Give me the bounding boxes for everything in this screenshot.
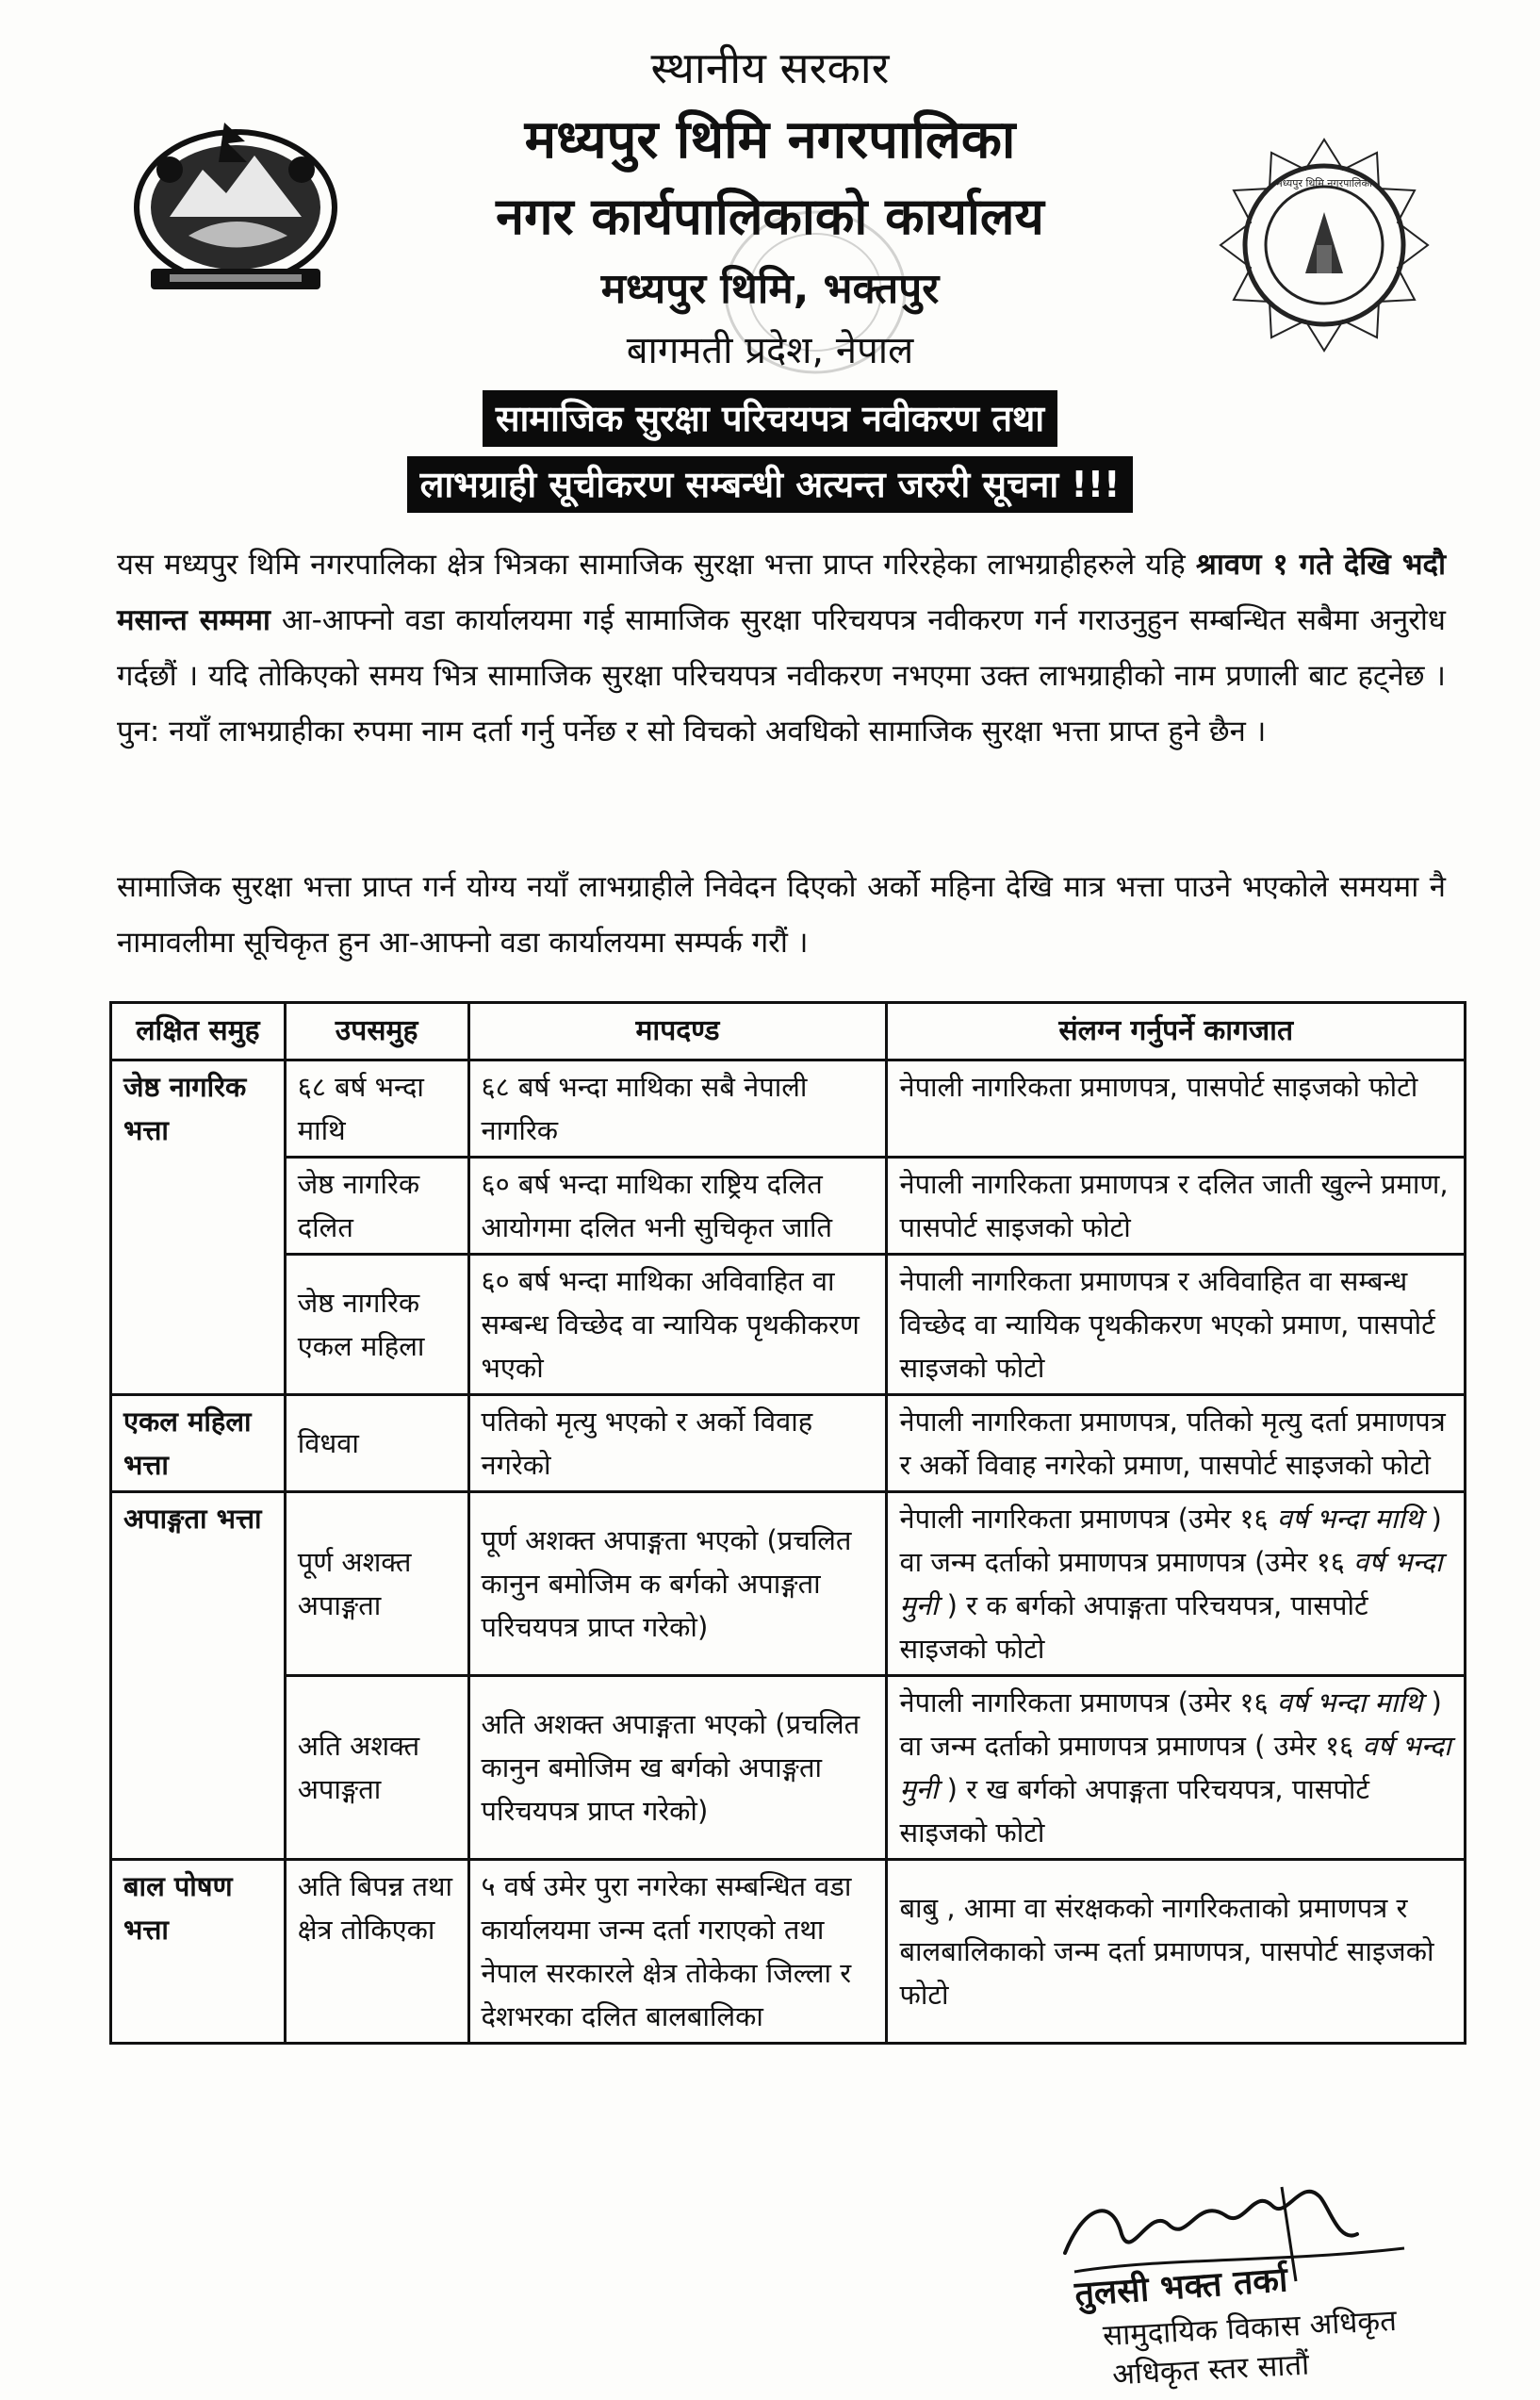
group-disability: अपाङ्गता भत्ता (111, 1492, 286, 1860)
documents-cell: नेपाली नागरिकता प्रमाणपत्र, पासपोर्ट साइजको फोटो (887, 1060, 1466, 1158)
notice-paragraph-2: सामाजिक सुरक्षा भत्ता प्राप्त गर्न योग्य नयाँ लाभग्राहीले निवेदन दिएको अर्को महिना देखि मात्र भत्ता पाउने भएकोले समयमा नै नामावलीमा सूचिकृत हुन आ-आफ्नो वडा कार्यालयमा सम्पर्क गरौं । (117, 870, 1446, 960)
group-single-woman: एकल महिला भत्ता (111, 1395, 286, 1492)
documents-cell: नेपाली नागरिकता प्रमाणपत्र र दलित जाती खुल्ने प्रमाण, पासपोर्ट साइजको फोटो (887, 1158, 1466, 1255)
table-row (111, 1860, 1466, 2044)
letterhead (0, 38, 1540, 374)
documents-cell: नेपाली नागरिकता प्रमाणपत्र (उमेर १६ वर्ष भन्दा माथि ) वा जन्म दर्ताको प्रमाणपत्र प्रमाणपत्र ( उमेर १६ वर्ष भन्दा मुनी ) र ख बर्गको अपाङ्गता परिचयपत्र, पासपोर्ट साइजको फोटो (887, 1676, 1466, 1860)
documents-cell: नेपाली नागरिकता प्रमाणपत्र र अविवाहित वा सम्बन्ध विच्छेद वा न्यायिक पृथकीकरण भएको प्रमाण, पासपोर्ट साइजको फोटो (887, 1255, 1466, 1395)
criteria-cell: ६८ बर्ष भन्दा माथिका सबै नेपाली नागरिक (468, 1060, 887, 1158)
notice-title-line1: सामाजिक सुरक्षा परिचयपत्र नवीकरण तथा (0, 390, 1540, 447)
subgroup-cell: पूर्ण अशक्त अपाङ्गता (285, 1492, 468, 1676)
criteria-cell: अति अशक्त अपाङ्गता भएको (प्रचलित कानुन बमोजिम ख बर्गको अपाङ्गता परिचयपत्र प्राप्त गरेको) (468, 1676, 887, 1860)
notice-title-line2: लाभग्राही सूचीकरण सम्बन्धी अत्यन्त जरुरी सूचना !!! (0, 456, 1540, 513)
table-row (111, 1492, 1466, 1676)
group-child-nutrition: बाल पोषण भत्ता (111, 1860, 286, 2044)
documents-cell: नेपाली नागरिकता प्रमाणपत्र, पतिको मृत्यु दर्ता प्रमाणपत्र र अर्को विवाह नगरेको प्रमाण, पासपोर्ट साइजको फोटो (887, 1395, 1466, 1492)
header-address: मध्यपुर थिमि, भक्तपुर (600, 265, 940, 313)
subgroup-cell: ६८ बर्ष भन्दा माथि (285, 1060, 468, 1158)
signatory-title: सामुदायिक विकास अधिकृत (1102, 2303, 1398, 2354)
subgroup-cell: अति बिपन्न तथा क्षेत्र तोकिएका (285, 1860, 468, 2044)
documents-cell: नेपाली नागरिकता प्रमाणपत्र (उमेर १६ वर्ष भन्दा माथि ) वा जन्म दर्ताको प्रमाणपत्र प्रमाणपत्र (उमेर १६ वर्ष भन्दा मुनी ) र क बर्गको अपाङ्गता परिचयपत्र, पासपोर्ट साइजको फोटो (887, 1492, 1466, 1676)
criteria-cell: ६० बर्ष भन्दा माथिका राष्ट्रिय दलित आयोगमा दलित भनी सुचिकृत जाति (468, 1158, 887, 1255)
criteria-cell: ५ वर्ष उमेर पुरा नगरेका सम्बन्धित वडा कार्यालयमा जन्म दर्ता गराएको तथा नेपाल सरकारले क्षेत्र तोकेका जिल्ला र देशभरका दलित बालबालिका (468, 1860, 887, 2044)
subgroup-cell: जेष्ठ नागरिक दलित (285, 1158, 468, 1255)
notice-paragraph-1: यस मध्यपुर थिमि नगरपालिका क्षेत्र भित्रका सामाजिक सुरक्षा भत्ता प्राप्त गरिरहेका लाभग्राहीहरुले यहि श्रावण १ गते देखि भदौ मसान्त सम्ममा आ-आफ्नो वडा कार्यालयमा गई सामाजिक सुरक्षा परिचयपत्र नवीकरण गर्न गराउनुहुन सम्बन्धित सबैमा अनुरोध गर्दछौं । यदि तोकिएको समय भित्र सामाजिक सुरक्षा परिचयपत्र नवीकरण नभएमा उक्त लाभग्राहीको नाम प्रणाली बाट हट्नेछ । पुन: नयाँ लाभग्राहीका रुपमा नाम दर्ता गर्नु पर्नेछ र सो विचको अवधिको सामाजिक सुरक्षा भत्ता प्राप्त हुने छैन । (117, 548, 1447, 748)
criteria-cell: पतिको मृत्यु भएको र अर्को विवाह नगरेको (468, 1395, 887, 1492)
table-row (111, 1158, 1466, 1255)
subgroup-cell: अति अशक्त अपाङ्गता (285, 1676, 468, 1860)
table-row (111, 1060, 1466, 1158)
header-province: बागमती प्रदेश, नेपाल (626, 329, 914, 372)
table-header-row (111, 1003, 1466, 1060)
table-row (111, 1676, 1466, 1860)
svg-text:मध्यपुर थिमि नगरपालिका: मध्यपुर थिमि नगरपालिका (1276, 177, 1372, 189)
col-header-target-group: लक्षित समुह (111, 1003, 286, 1060)
header-municipality-name: मध्यपुर थिमि नगरपालिका (524, 109, 1016, 171)
documents-cell: बाबु , आमा वा संरक्षकको नागरिकताको प्रमाणपत्र र बालबालिकाको जन्म दर्ता प्रमाणपत्र, पासपोर्ट साइजको फोटो (887, 1860, 1466, 2044)
table-row (111, 1255, 1466, 1395)
eligibility-table (109, 1001, 1466, 2045)
group-senior-citizen: जेष्ठ नागरिक भत्ता (111, 1060, 286, 1395)
col-header-subgroup: उपसमुह (285, 1003, 468, 1060)
subgroup-cell: जेष्ठ नागरिक एकल महिला (285, 1255, 468, 1395)
table-row (111, 1395, 1466, 1492)
col-header-documents: संलग्न गर्नुपर्ने कागजात (887, 1003, 1466, 1060)
signatory-name: तुलसी भक्त तर्का (1073, 2260, 1289, 2314)
criteria-cell: पूर्ण अशक्त अपाङ्गता भएको (प्रचलित कानुन बमोजिम क बर्गको अपाङ्गता परिचयपत्र प्राप्त गरेको) (468, 1492, 887, 1676)
subgroup-cell: विधवा (285, 1395, 468, 1492)
col-header-criteria: मापदण्ड (468, 1003, 887, 1060)
signatory-rank: अधिकृत स्तर सातौं (1111, 2347, 1310, 2392)
header-office-name: नगर कार्यपालिकाको कार्यालय (496, 187, 1044, 246)
criteria-cell: ६० बर्ष भन्दा माथिका अविवाहित वा सम्बन्ध विच्छेद वा न्यायिक पृथकीकरण भएको (468, 1255, 887, 1395)
header-local-government: स्थानीय सरकार (650, 42, 890, 93)
deadline-text: श्रावण १ गते देखि भदौ मसान्त सम्ममा (117, 548, 1447, 637)
